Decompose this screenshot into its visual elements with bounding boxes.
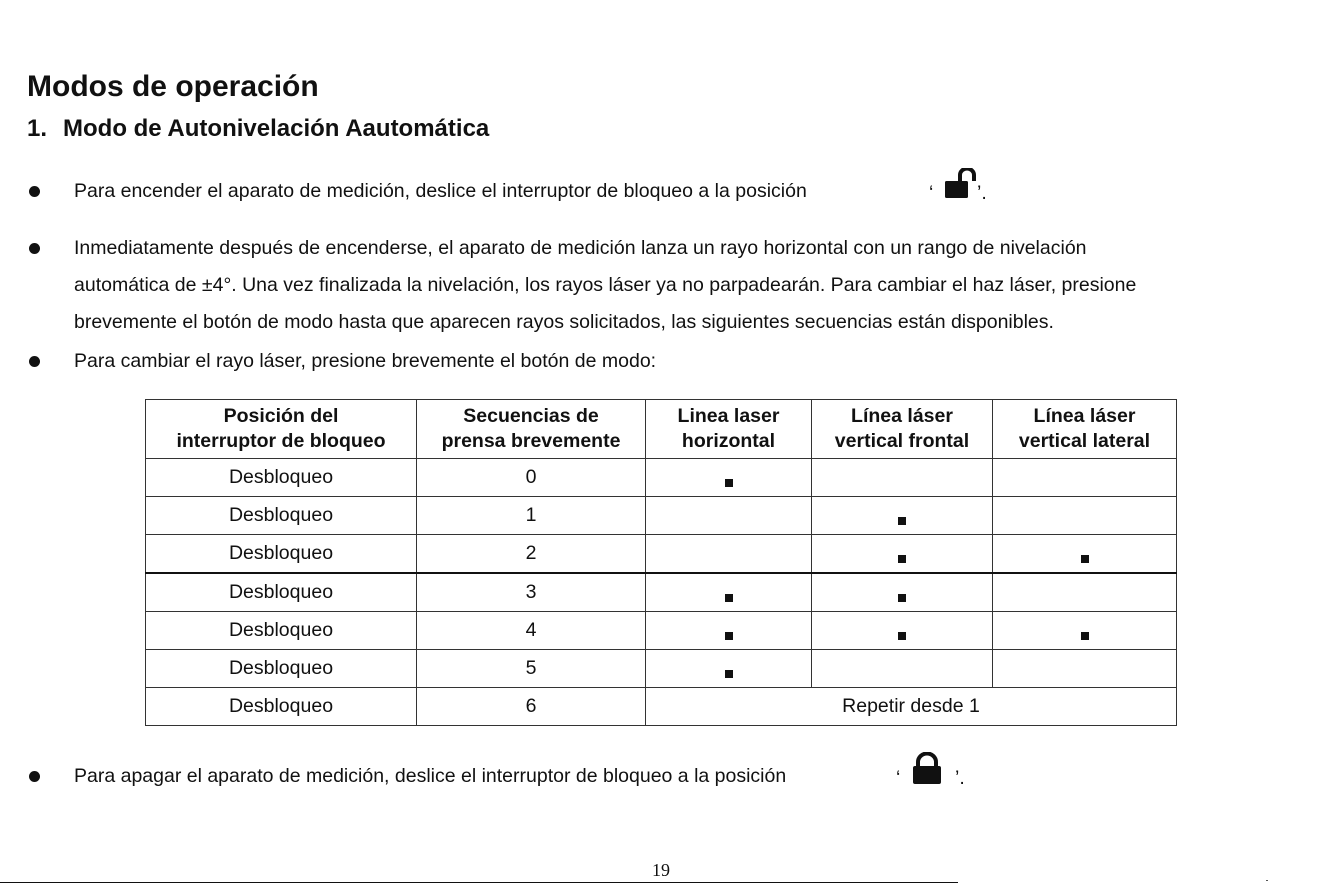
cell-sequence: 2 (417, 535, 646, 574)
active-marker-icon (898, 632, 906, 640)
cell-vertical-side (993, 535, 1177, 574)
table-header-row (146, 400, 1177, 459)
active-marker-icon (898, 555, 906, 563)
section-title (27, 115, 489, 143)
footer-mark (1266, 880, 1268, 881)
table-row (146, 573, 1177, 612)
quote-close: ’. (955, 767, 965, 789)
active-marker-icon (898, 594, 906, 602)
page-number: 19 (652, 860, 670, 880)
quote-open: ‘ (929, 182, 934, 204)
header-text: Línea láser (851, 405, 953, 427)
cell-sequence: 6 (417, 688, 646, 726)
bullet-leveling-line2: automática de ±4°. Una vez finalizada la nivelación, los rayos láser ya no parpadearán. Para cambiar el haz láser, presione (74, 274, 1137, 296)
cell-vertical-front (812, 573, 993, 612)
bullet-dot (29, 243, 40, 254)
bullet-dot (29, 186, 40, 197)
cell-sequence: 4 (417, 612, 646, 650)
cell-horizontal (646, 535, 812, 574)
header-text: prensa brevemente (441, 430, 621, 452)
cell-position: Desbloqueo (146, 497, 417, 535)
header-press-sequence (417, 400, 646, 459)
page-heading: Modos de operación (27, 70, 319, 103)
quote-close: ’. (977, 182, 987, 204)
active-marker-icon (725, 479, 733, 487)
section-number: 1. (27, 115, 48, 142)
bullet-power-on (74, 182, 807, 201)
bullet-leveling-line1: Inmediatamente después de encenderse, el aparato de medición lanza un rayo horizontal con un rango de nivelación (74, 237, 1087, 259)
table-row (146, 688, 1177, 726)
cell-vertical-side (993, 573, 1177, 612)
bullet-leveling-line3: brevemente el botón de modo hasta que aparecen rayos solicitados, las siguientes secuencias están disponibles. (74, 311, 1054, 333)
cell-vertical-front (812, 535, 993, 574)
header-text: Posición del (223, 405, 339, 427)
active-marker-icon (725, 594, 733, 602)
header-horizontal-line (646, 400, 812, 459)
cell-vertical-front (812, 612, 993, 650)
bullet-change-beam: Para cambiar el rayo láser, presione brevemente el botón de modo: (74, 350, 657, 372)
cell-horizontal (646, 612, 812, 650)
header-vertical-front (812, 400, 993, 459)
laser-mode-table (145, 399, 1177, 726)
active-marker-icon (898, 517, 906, 525)
cell-horizontal (646, 497, 812, 535)
active-marker-icon (725, 670, 733, 678)
cell-sequence: 5 (417, 650, 646, 688)
header-lock-position (146, 400, 417, 459)
cell-position: Desbloqueo (146, 573, 417, 612)
quote-open: ‘ (896, 767, 901, 789)
cell-horizontal (646, 650, 812, 688)
table-row (146, 535, 1177, 574)
cell-horizontal (646, 573, 812, 612)
cell-vertical-side (993, 650, 1177, 688)
cell-sequence: 3 (417, 573, 646, 612)
active-marker-icon (725, 632, 733, 640)
header-text: vertical lateral (1018, 430, 1151, 452)
cell-vertical-front (812, 459, 993, 497)
cell-vertical-front (812, 497, 993, 535)
cell-repeat-note: Repetir desde 1 (646, 688, 1177, 726)
locked-padlock-icon (910, 752, 944, 786)
table-row (146, 497, 1177, 535)
header-text: Secuencias de (463, 405, 599, 427)
active-marker-icon (1081, 555, 1089, 563)
table-row (146, 650, 1177, 688)
bullet-power-off: Para apagar el aparato de medición, deslice el interruptor de bloqueo a la posición (74, 765, 787, 787)
header-vertical-side (993, 400, 1177, 459)
table-row (146, 612, 1177, 650)
header-text: Linea laser (677, 405, 780, 427)
bullet-dot (29, 771, 40, 782)
cell-position: Desbloqueo (146, 688, 417, 726)
active-marker-icon (1081, 632, 1089, 640)
cell-horizontal (646, 459, 812, 497)
cell-sequence: 1 (417, 497, 646, 535)
cell-sequence: 0 (417, 459, 646, 497)
header-text: horizontal (681, 430, 776, 452)
cell-vertical-side (993, 612, 1177, 650)
cell-position: Desbloqueo (146, 459, 417, 497)
header-text: vertical frontal (834, 430, 970, 452)
header-text: interruptor de bloqueo (176, 430, 386, 452)
bullet-dot (29, 356, 40, 367)
cell-vertical-side (993, 459, 1177, 497)
header-text: Línea láser (1033, 405, 1136, 427)
cell-vertical-front (812, 650, 993, 688)
cell-position: Desbloqueo (146, 612, 417, 650)
cell-position: Desbloqueo (146, 650, 417, 688)
table-row (146, 459, 1177, 497)
cell-position: Desbloqueo (146, 535, 417, 574)
cell-vertical-side (993, 497, 1177, 535)
section-title-text: Modo de Autonivelación Aautomática (63, 115, 490, 142)
bullet-power-on-text: Para encender el aparato de medición, deslice el interruptor de bloqueo a la posición (74, 180, 807, 202)
unlocked-padlock-icon (944, 168, 978, 200)
